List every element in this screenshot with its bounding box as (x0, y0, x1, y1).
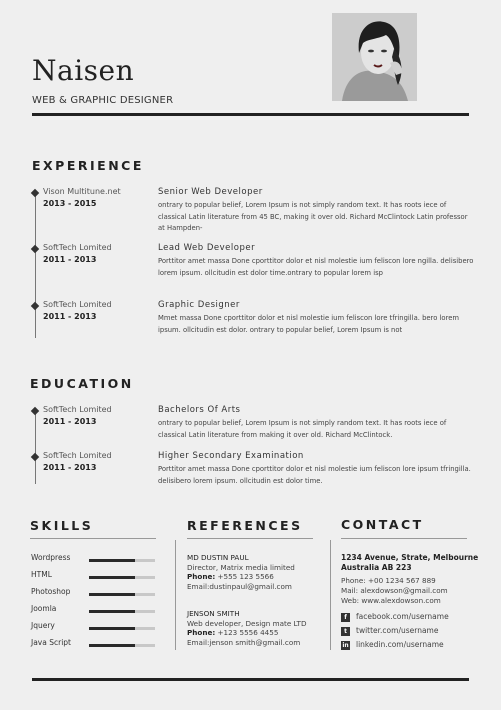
contact-address-line1: 1234 Avenue, Strate, Melbourne (341, 553, 479, 562)
skill-bar-fill (89, 593, 135, 596)
skill-row (31, 637, 161, 654)
column-divider (175, 540, 176, 650)
timeline-bullet-icon (31, 453, 39, 461)
skill-bar (89, 576, 155, 579)
skill-bar-fill (89, 559, 135, 562)
education-years: 2011 - 2013 (43, 417, 97, 426)
social-link[interactable]: facebook.com/username (356, 612, 449, 621)
contact-underline (341, 538, 467, 539)
skill-bar (89, 644, 155, 647)
skill-bar (89, 559, 155, 562)
timeline-bullet-icon (31, 245, 39, 253)
social-link[interactable]: linkedin.com/username (356, 640, 444, 649)
experience-timeline (35, 190, 36, 338)
social-link[interactable]: twitter.com/username (356, 626, 439, 635)
skill-row (31, 620, 161, 637)
experience-company: SoftTech Lomited (43, 243, 112, 252)
skill-bar (89, 627, 155, 630)
skills-list (31, 552, 161, 654)
reference-email: jenson smith@gmail.com (209, 637, 301, 647)
experience-description: Porttitor amet massa Done cporttitor dolor et nisl molestie ium feliscon lore ngilla. delisibero lorem ipsum. ollcitudin est dolor time.ontrary to popular lorem isp (158, 257, 474, 277)
experience-position: Senior Web Developer (158, 187, 263, 197)
reference-phone-label: Phone: (187, 572, 216, 581)
education-degree: Higher Secondary Examination (158, 451, 304, 461)
contact-mail[interactable]: alexdowson@gmail.com (360, 586, 448, 595)
social-facebook[interactable] (341, 612, 449, 622)
skill-bar-fill (89, 576, 135, 579)
contact-phone: +00 1234 567 889 (367, 576, 436, 585)
profile-photo (332, 13, 417, 101)
skill-row (31, 569, 161, 586)
skill-label: Jquery (31, 621, 55, 630)
skill-bar (89, 593, 155, 596)
experience-company: Vison Multitune.net (43, 187, 121, 196)
experience-position: Graphic Designer (158, 300, 240, 310)
reference-entry (187, 609, 327, 647)
contact-mail-label: Mail: (341, 586, 359, 595)
experience-years: 2011 - 2013 (43, 312, 97, 321)
skills-heading: SKILLS (30, 518, 94, 533)
contact-address-line2: Australia AB 223 (341, 563, 412, 572)
social-linkedin[interactable] (341, 640, 444, 650)
education-description: Porttitor amet massa Done cporttitor dolor et nisl molestie ium feliscon lore ipsum tfringilla. delisibero lorem ipsum. ollcitudin est dolor time. (158, 465, 471, 485)
education-school: SoftTech Lomited (43, 405, 112, 414)
skill-label: Wordpress (31, 553, 71, 562)
experience-years: 2013 - 2015 (43, 199, 97, 208)
education-description: ontrary to popular belief, Lorem Ipsum is not simply random text. It has roots iece of classical Latin literature from making it over old. Richard McClintock. (158, 419, 447, 439)
reference-name: MD DUSTIN PAUL (187, 553, 249, 562)
contact-web[interactable]: www.alexdowson.com (361, 596, 441, 605)
skill-bar (89, 610, 155, 613)
skill-row (31, 603, 161, 620)
reference-phone: +123 5556 4455 (217, 628, 279, 637)
skill-label: Java Script (31, 638, 71, 647)
skill-label: HTML (31, 570, 52, 579)
skills-underline (30, 538, 156, 539)
education-school: SoftTech Lomited (43, 451, 112, 460)
education-degree: Bachelors Of Arts (158, 405, 241, 415)
reference-email-label: Email: (187, 581, 210, 591)
skill-bar-fill (89, 644, 135, 647)
skill-label: Joomla (31, 604, 57, 613)
skill-bar-fill (89, 627, 135, 630)
contact-heading: CONTACT (341, 517, 424, 532)
skill-row (31, 552, 161, 569)
contact-details (341, 553, 481, 606)
experience-company: SoftTech Lomited (43, 300, 112, 309)
reference-phone: +555 123 5566 (217, 572, 274, 581)
references-underline (187, 538, 313, 539)
skill-row (31, 586, 161, 603)
reference-phone-label: Phone: (187, 628, 216, 637)
references-heading: REFERENCES (187, 518, 303, 533)
timeline-bullet-icon (31, 407, 39, 415)
twitter-icon: t (341, 627, 350, 636)
skill-label: Photoshop (31, 587, 71, 596)
timeline-bullet-icon (31, 302, 39, 310)
skill-bar-fill (89, 610, 135, 613)
reference-name: JENSON SMITH (187, 609, 240, 618)
candidate-name: Naisen (32, 54, 135, 87)
experience-description: ontrary to popular belief, Lorem Ipsum is not simply random text. It has roots iece of classical Latin literature from 45 BC, making it over old. Richard McClintock Latin professor at Hampden- (158, 201, 468, 232)
experience-description: Mmet massa Done cporttitor dolor et nisl molestie ium feliscon lore tfringilla. bero lorem ipsum. ollcitudin est dolor. ontrary to popular belief, Lorem Ipsum is not (158, 314, 460, 334)
reference-detail: Director, Matrix media limited (187, 562, 295, 572)
experience-position: Lead Web Developer (158, 243, 256, 253)
social-twitter[interactable] (341, 626, 438, 636)
linkedin-icon: in (342, 641, 349, 649)
education-heading: EDUCATION (30, 376, 134, 391)
reference-entry (187, 553, 327, 591)
footer-divider (32, 678, 469, 681)
education-years: 2011 - 2013 (43, 463, 97, 472)
timeline-bullet-icon (31, 189, 39, 197)
contact-web-label: Web: (341, 596, 360, 605)
facebook-icon: f (341, 613, 350, 622)
header-divider (32, 113, 469, 116)
experience-years: 2011 - 2013 (43, 255, 97, 264)
candidate-role: WEB & GRAPHIC DESIGNER (32, 95, 174, 106)
reference-email-label: Email: (187, 637, 210, 647)
contact-phone-label: Phone: (341, 576, 366, 585)
column-divider (330, 540, 331, 650)
reference-email: dustinpaul@gmail.com (209, 581, 292, 591)
education-timeline (35, 408, 36, 484)
experience-heading: EXPERIENCE (32, 158, 144, 173)
reference-detail: Web developer, Design mate LTD (187, 618, 307, 628)
